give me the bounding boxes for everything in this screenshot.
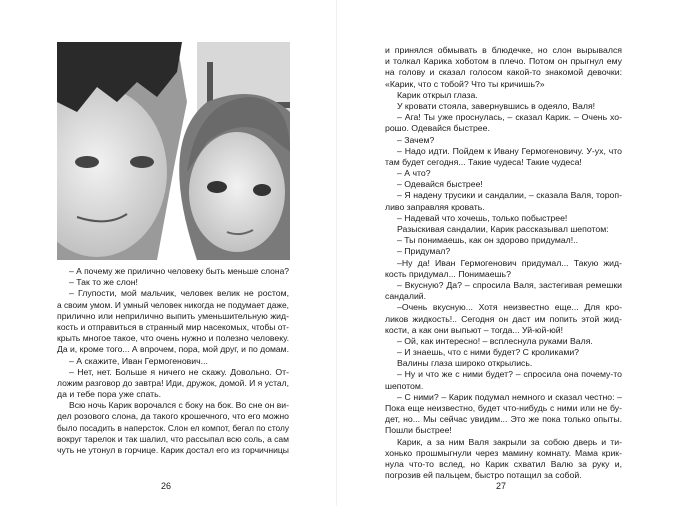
page-number: 27 [496, 481, 507, 491]
text-line [385, 302, 622, 313]
right-page-text [385, 45, 622, 481]
text-line [385, 392, 622, 403]
text-line [57, 288, 289, 299]
text-line [385, 269, 622, 280]
text-line [385, 123, 622, 134]
text-line [385, 135, 622, 146]
text-line-content: хонько прошмыгнули через мамину комнату. Мама крик- [385, 447, 622, 458]
text-line-content: Пошли быстрее! [385, 425, 452, 436]
text-line-content: да и тебе пора уже спать. [57, 389, 162, 400]
text-line-content: –Очень вкусную... Хотя неизвестно еще... Для кро- [397, 302, 622, 313]
text-line-content: «Карик, что с тобой? Что ты кричишь?» [385, 78, 545, 89]
text-line [385, 224, 622, 235]
text-line [385, 179, 622, 190]
text-line [385, 101, 622, 112]
text-line [385, 79, 622, 90]
text-line [385, 291, 622, 302]
text-line [385, 459, 622, 470]
text-line-content: – Ты понимаешь, как он здорово придумал!.. [397, 235, 578, 246]
text-line [385, 437, 622, 448]
text-line [385, 45, 622, 56]
text-line [385, 470, 622, 481]
right-page [337, 0, 674, 506]
text-line-content: кость придумал... Понимаешь? [385, 268, 511, 279]
text-line-content: – Ой, как интересно! – всплеснула руками Валя. [397, 335, 593, 346]
text-line-content: вокруг тарелок и так шалил, что рассыпал всю соль, а сам [57, 433, 290, 444]
text-line-content: – Надо идти. Пойдем к Ивану Гермогеновичу. У-ух, что [397, 145, 623, 156]
text-line [57, 356, 289, 367]
text-line-content: – С ними? – Карик подумал немного и сказал честно: – [397, 391, 622, 402]
text-line-content: – Нет, нет. Больше я ничего не скажу. Довольно. От- [69, 366, 289, 377]
text-line [385, 90, 622, 101]
text-line [57, 411, 289, 422]
text-line-content: – А почему же прилично человеку быть меньше слона? [69, 266, 290, 276]
left-page-text [57, 266, 289, 456]
text-line-content: – Вкусную? Да? – спросила Валя, застегивая ремешки [397, 279, 622, 290]
text-line-content: –Ну да! Иван Гермогенович придумал... Такую жид- [397, 257, 623, 268]
text-line-content: – Придумал? [397, 246, 451, 257]
text-line-content: а своим умом. И умный человек никогда не подумает даже, [57, 299, 290, 310]
text-line [385, 56, 622, 67]
text-line-content: – Глупости, мой мальчик, человек велик не ростом, [69, 288, 289, 299]
text-line [385, 314, 622, 325]
text-line [385, 448, 622, 459]
text-line-content: ливо заправляя кровать. [385, 201, 485, 212]
text-line [385, 369, 622, 380]
text-line [385, 246, 622, 257]
text-line [385, 146, 622, 157]
text-line [385, 425, 622, 436]
text-line-content: У кровати стояла, завернувшись в одеяло, Валя! [397, 100, 596, 111]
text-line-content: Пока еще неизвестно, будет что-нибудь с ними или не бу- [385, 403, 622, 413]
text-line-content: Разыскивая сандалии, Карик рассказывал шепотом: [397, 224, 609, 234]
text-line [385, 235, 622, 246]
illustration-boy-and-girl [57, 42, 290, 260]
text-line [57, 400, 289, 411]
text-line [385, 168, 622, 179]
text-line [57, 333, 289, 344]
text-line [57, 277, 289, 288]
text-line [57, 389, 289, 400]
text-line [57, 322, 289, 333]
text-line-content: – Одевайся быстрее! [397, 179, 483, 190]
text-line [385, 414, 622, 425]
text-line-content: рошо. Одевайся быстрее. [385, 123, 490, 134]
text-line [57, 378, 289, 389]
text-line-content: ликов жидкость!.. Сегодня он даст им попить этой жид- [385, 313, 622, 324]
text-line [57, 266, 289, 277]
text-line-content: Да и, кроме того... А впрочем, пора, мой друг, и по домам. [57, 344, 289, 355]
text-line [385, 358, 622, 369]
text-line-content: Карик открыл глаза. [397, 89, 478, 100]
text-line-content: кость и отправиться в странный мир насекомых, чтобы от- [57, 321, 289, 332]
text-line-content: и толкал Карика хоботом в плечо. Потом он прыгнул ему [385, 56, 622, 67]
text-line-content: ложим разговор до завтра! Иди, дружок, домой. И я устал, [57, 377, 289, 388]
text-line-content: кости, а как они выпьют – тогда... Уй-юй-юй! [385, 324, 564, 335]
text-line-content: Карик, а за ним Валя закрыли за собою дверь и ти- [397, 436, 622, 447]
page-number: 26 [161, 481, 172, 491]
text-line-content: прилично или неприлично выпить уменьшительную жид- [57, 310, 289, 321]
text-line-content: чуть не утонул в горчице. Карик достал его из горчичницы [57, 445, 289, 455]
text-line [385, 336, 622, 347]
text-line [385, 190, 622, 201]
text-line [385, 157, 622, 168]
text-line [385, 280, 622, 291]
text-line [385, 381, 622, 392]
text-line-content: – А что? [397, 168, 431, 179]
text-line [57, 423, 289, 434]
text-line [57, 367, 289, 378]
text-line-content: на голову и сказал голосом какой-то знакомой девочки: [385, 67, 622, 78]
text-line [385, 347, 622, 358]
text-line [57, 434, 289, 445]
text-line-content: и принялся обмывать в блюдечке, но слон вырывался [385, 45, 622, 55]
text-line [385, 67, 622, 78]
text-line [385, 325, 622, 336]
text-line-content: – Зачем? [397, 134, 435, 145]
text-line-content: – Надевай что хочешь, только побыстрее! [397, 212, 568, 223]
text-line-content: Валины глаза широко открылись. [397, 358, 533, 369]
text-line [57, 344, 289, 355]
text-line [385, 213, 622, 224]
text-line [385, 258, 622, 269]
text-line [57, 445, 289, 456]
text-line-content: Всю ночь Карик ворочался с боку на бок. Во сне он ви- [69, 400, 289, 411]
text-line [385, 112, 622, 123]
text-line-content: крыть многое такое, что очень нужно и полезно человеку. [57, 333, 289, 344]
text-line-content: – Я надену трусики и сандалии, – сказала Валя, тороп- [397, 190, 622, 201]
text-line-content: нула что-то вслед, но Карик схватил Валю за руку и, [385, 458, 622, 469]
text-line [57, 311, 289, 322]
text-line [385, 403, 622, 414]
text-line-content: сандалий. [385, 291, 427, 302]
text-line [57, 300, 289, 311]
text-line-content: погрозив ей пальцем, быстро потащил за собой. [385, 470, 582, 481]
text-line-content: – Так то же слон! [69, 277, 138, 288]
text-line-content: – И знаешь, что с ними будет? С кроликами? [397, 347, 580, 358]
text-line-content: – Ну и что же с ними будет? – спросила она почему-то [397, 369, 622, 380]
text-line-content: – Ага! Ты уже проснулась, – сказал Карик. – Очень хо- [397, 112, 622, 123]
text-line-content: шепотом. [385, 380, 424, 391]
text-line-content: дет, но... Мы сейчас увидим... Это же пока только опыты. [385, 414, 622, 425]
text-line-content: было посадить в наперсток. Слон ел компот, бегал по столу [57, 422, 290, 433]
text-line-content: там будет сегодня... Такие чудеса! Такие чудеса! [385, 156, 582, 167]
text-line-content: – А скажите, Иван Гермогенович... [69, 355, 208, 366]
text-line [385, 202, 622, 213]
text-line-content: дел розового слона, да такого крошечного, что его можно [57, 411, 290, 422]
